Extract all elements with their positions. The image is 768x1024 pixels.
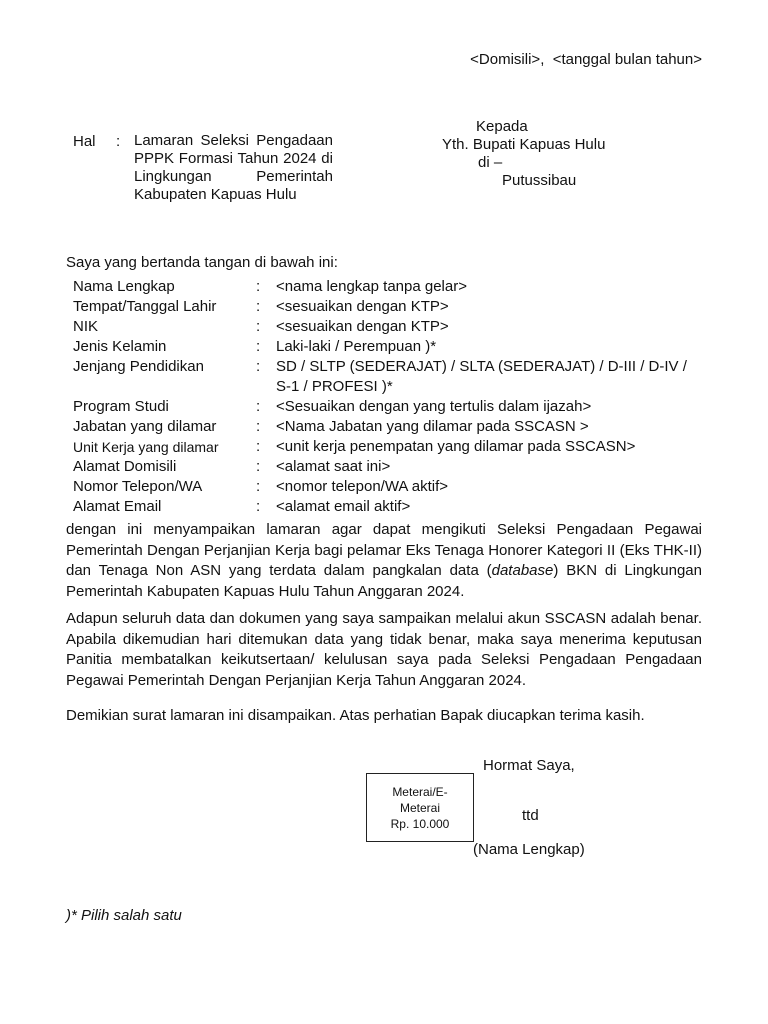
field-value: <alamat saat ini>	[276, 458, 391, 475]
field-value: <sesuaikan dengan KTP>	[276, 318, 449, 335]
paragraph-application	[66, 520, 702, 602]
field-value: <sesuaikan dengan KTP>	[276, 298, 449, 315]
field-label: Nama Lengkap	[73, 278, 175, 295]
field-value: SD / SLTP (SEDERAJAT) / SLTA (SEDERAJAT) / D-III / D-IV / S-1 / PROFESI )*	[276, 358, 687, 395]
field-row	[73, 437, 703, 457]
field-colon: :	[256, 478, 261, 495]
field-row	[73, 417, 703, 437]
field-label: Program Studi	[73, 398, 169, 415]
stamp-text: Rp. 10.000	[390, 816, 450, 831]
field-label: Alamat Email	[73, 498, 162, 515]
field-label: Unit Kerja yang dilamar	[73, 439, 219, 455]
field-row	[73, 357, 703, 397]
paragraph-italic-term: database	[491, 562, 554, 579]
field-label: NIK	[73, 318, 99, 335]
field-label: Tempat/Tanggal Lahir	[73, 298, 217, 315]
applicant-fields	[73, 277, 703, 517]
field-colon: :	[256, 418, 261, 435]
footnote: )* Pilih salah satu	[66, 907, 182, 924]
field-label: Jabatan yang dilamar	[73, 418, 217, 435]
field-label: Jenjang Pendidikan	[73, 358, 204, 375]
closing-greeting: Hormat Saya,	[483, 757, 575, 774]
field-colon: :	[256, 438, 261, 455]
field-label: Jenis Kelamin	[73, 338, 167, 355]
field-colon: :	[256, 318, 261, 335]
field-value: <nomor telepon/WA aktif>	[276, 478, 449, 495]
date-line: <Domisili>, <tanggal bulan tahun>	[470, 51, 702, 68]
field-row	[73, 277, 703, 297]
field-label: Alamat Domisili	[73, 458, 177, 475]
field-row	[73, 337, 703, 357]
field-row	[73, 497, 703, 517]
field-value: <Sesuaikan dengan yang tertulis dalam ijazah>	[276, 398, 592, 415]
field-colon: :	[256, 298, 261, 315]
field-colon: :	[256, 358, 261, 375]
field-value: <alamat email aktif>	[276, 498, 411, 515]
paragraph-declaration: Adapun seluruh data dan dokumen yang saya sampaikan melalui akun SSCASN adalah benar. Apabila dikemudian hari ditemukan data yang tidak benar, maka saya menerima keputusan Panitia membatalkan keikutsertaan/ kelulusan saya pada Seleksi Pengadaan Pengadaan Pegawai Pemerintah Dengan Perjanjian Kerja Tahun Anggaran 2024.	[66, 610, 702, 689]
address-at: di –	[478, 154, 503, 171]
stamp-text: Meterai/E-	[392, 784, 448, 799]
stamp-text: Meterai	[399, 800, 440, 815]
paragraph-text: dengan ini menyampaikan lamaran agar dapat mengikuti Seleksi Pengadaan Pegawai Pemerintah Dengan Perjanjian Kerja bagi pelamar Eks Tenaga Honorer Kategori II (Eks THK-II) dan Tenaga Non ASN yang terdata dalam pangkalan data (	[66, 521, 702, 579]
field-row	[73, 457, 703, 477]
field-label: Nomor Telepon/WA	[73, 478, 203, 495]
field-value: <nama lengkap tanpa gelar>	[276, 278, 467, 295]
field-value: <unit kerja penempatan yang dilamar pada SSCASN>	[276, 438, 636, 455]
field-colon: :	[256, 278, 261, 295]
subject-colon: :	[116, 133, 121, 150]
address-recipient: Yth. Bupati Kapuas Hulu	[442, 136, 606, 153]
signer-name: (Nama Lengkap)	[473, 841, 585, 858]
subject-label: Hal	[73, 133, 96, 150]
field-colon: :	[256, 338, 261, 355]
field-value: <Nama Jabatan yang dilamar pada SSCASN >	[276, 418, 589, 435]
recipient-address	[430, 118, 630, 190]
field-colon: :	[256, 458, 261, 475]
intro-line: Saya yang bertanda tangan di bawah ini:	[66, 254, 338, 271]
field-colon: :	[256, 498, 261, 515]
field-value: Laki-laki / Perempuan )*	[276, 338, 437, 355]
field-row	[73, 317, 703, 337]
field-row	[73, 297, 703, 317]
stamp-box	[366, 773, 474, 842]
subject-text: Lamaran Seleksi Pengadaan PPPK Formasi Tahun 2024 di Lingkungan Pemerintah Kabupaten Kapuas Hulu	[134, 132, 333, 203]
field-row	[73, 397, 703, 417]
field-row	[73, 477, 703, 497]
address-city: Putussibau	[502, 172, 577, 189]
signature-mark: ttd	[522, 807, 539, 824]
paragraph-closing: Demikian surat lamaran ini disampaikan. Atas perhatian Bapak diucapkan terima kasih.	[66, 707, 645, 724]
field-colon: :	[256, 398, 261, 415]
paragraph-text: ) BKN di Lingkungan Pemerintah Kabupaten Kapuas Hulu Tahun Anggaran 2024.	[66, 562, 702, 600]
address-to: Kepada	[476, 118, 528, 135]
